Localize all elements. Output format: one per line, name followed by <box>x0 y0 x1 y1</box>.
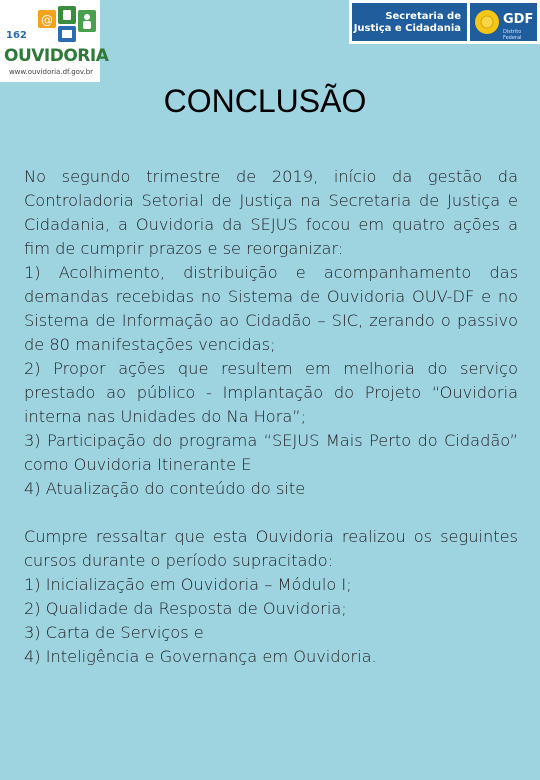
gdf-label: GDF <box>503 12 534 27</box>
ouvidoria-logo <box>0 0 109 82</box>
paragraph: Cumpre ressaltar que esta Ouvidoria realizou os seguintes cursos durante o período supracitado: <box>24 527 518 570</box>
paragraph: 1) Acolhimento, distribuição e acompanhamento das demandas recebidas no Sistema de Ouvidoria OUV-DF e no Sistema de Informação ao Cidadão – SIC, zerando o passivo de 80 manifestações vencidas; <box>24 263 518 354</box>
svg-text:@: @ <box>41 13 53 27</box>
spacer <box>24 501 518 525</box>
course-item: 2) Qualidade da Resposta de Ouvidoria; <box>24 599 347 618</box>
paragraph: 4) Atualização do conteúdo do site <box>24 479 306 498</box>
conclusion-text <box>24 165 518 669</box>
paragraph: 3) Participação do programa “SEJUS Mais Perto do Cidadão” como Ouvidoria Itinerante E <box>24 431 518 474</box>
logo-wordmark: OUVIDORIA <box>4 46 109 66</box>
government-banner <box>349 0 540 44</box>
logo-number: 162 <box>6 30 27 41</box>
secretariat-block <box>352 3 467 41</box>
gdf-logo <box>470 3 537 41</box>
course-item: 3) Carta de Serviços e <box>24 623 204 642</box>
course-item: 4) Inteligência e Governança em Ouvidoria. <box>24 647 377 666</box>
secretariat-name <box>354 11 461 35</box>
course-item: 1) Inicialização em Ouvidoria – Módulo I; <box>24 575 352 594</box>
page-title: CONCLUSÃO <box>163 83 367 119</box>
secretariat-line-1: Secretaria de <box>385 11 461 22</box>
paragraph: 2) Propor ações que resultem em melhoria do serviço prestado ao público - Implantação do Projeto “Ouvidoria interna nas Unidades do Na Hora”; <box>24 359 518 426</box>
logo-url: www.ouvidoria.df.gov.br <box>8 68 94 76</box>
ouvidoria-logo-icon <box>36 4 98 44</box>
secretariat-line-2: Justiça e Cidadania <box>353 23 461 34</box>
paragraph: No segundo trimestre de 2019, início da gestão da Controladoria Setorial de Justiça na Secretaria de Justiça e Cidadania, a Ouvidoria da SEJUS focou em quatro ações a fim de cumprir prazos e se reorganizar: <box>24 167 518 258</box>
gdf-sublabel: Distrito Federal <box>503 29 522 41</box>
sun-icon <box>473 8 501 36</box>
